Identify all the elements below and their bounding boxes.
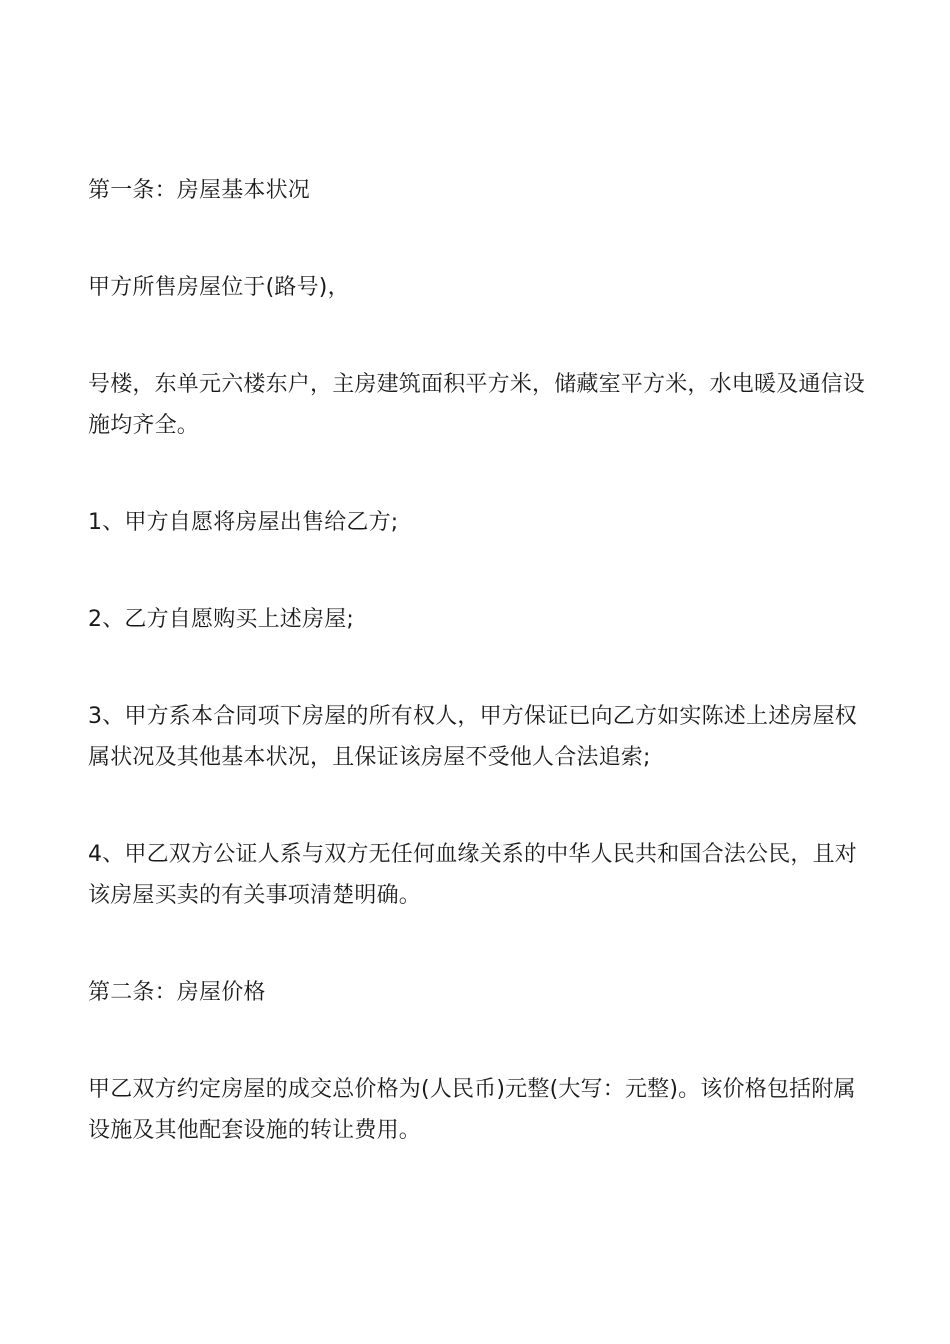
document-body bbox=[88, 170, 868, 1151]
clause-1: 1、甲方自愿将房屋出售给乙方; bbox=[88, 510, 399, 535]
clause-3: 3、甲方系本合同项下房屋的所有权人，甲方保证已向乙方如实陈述上述房屋权属状况及其他基本状况，且保证该房屋不受他人合法追索; bbox=[88, 704, 857, 770]
property-details: 号楼，东单元六楼东户，主房建筑面积平方米，储藏室平方米，水电暖及通信设施均齐全。 bbox=[88, 372, 866, 438]
clause-4: 4、甲乙双方公证人系与双方无任何血缘关系的中华人民共和国合法公民，且对该房屋买卖的有关事项清楚明确。 bbox=[88, 842, 857, 908]
property-location: 甲方所售房屋位于(路号)， bbox=[88, 275, 350, 300]
price-clause: 甲乙双方约定房屋的成交总价格为(人民币)元整(大写：元整)。该价格包括附属设施及其他配套设施的转让费用。 bbox=[88, 1077, 856, 1143]
article-2-heading: 第二条：房屋价格 bbox=[88, 980, 266, 1005]
article-1-heading: 第一条：房屋基本状况 bbox=[88, 178, 311, 203]
clause-2: 2、乙方自愿购买上述房屋; bbox=[88, 607, 355, 632]
